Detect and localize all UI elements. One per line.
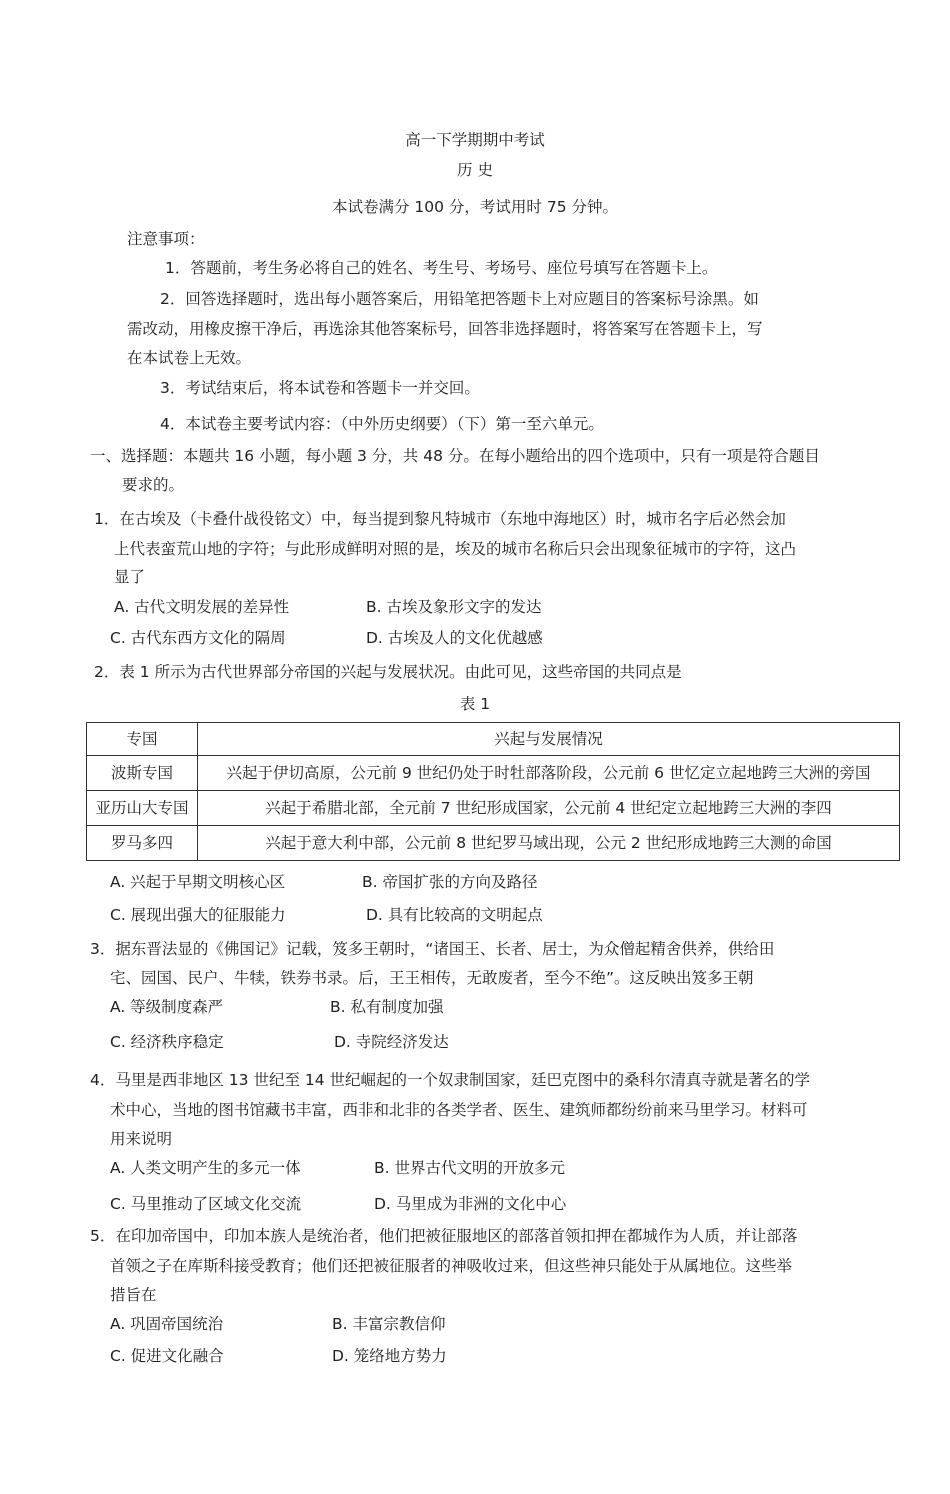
q4-stem-line2: 术中心，当地的图书馆藏书丰富，西非和北非的各类学者、医生、建筑师都纷纷前来马里学习。材料可: [110, 1101, 808, 1119]
q4-option-d: D. 马里成为非洲的文化中心: [374, 1195, 567, 1213]
exam-info: 本试卷满分 100 分，考试用时 75 分钟。: [331, 198, 619, 216]
q5-option-b: B. 丰富宗教信仰: [332, 1315, 446, 1333]
table-cell: 兴起于希腊北部，全元前 7 世纪形成国家，公元前 4 世纪定立起地跨三大洲的李四: [198, 791, 900, 826]
q4-stem-line3: 用来说明: [110, 1130, 173, 1148]
q4-option-b: B. 世界古代文明的开放多元: [374, 1159, 565, 1177]
table-cell: 罗马多四: [87, 826, 198, 861]
table-row: [87, 756, 900, 791]
q1-stem-line1: 1．在古埃及（卡叠什战役铭文）中，每当提到黎凡特城市（东地中海地区）时，城市名字后必然会加: [94, 510, 786, 528]
q1-stem-line3: 显了: [114, 568, 146, 586]
q4-stem-line1: 4．马里是西非地区 13 世纪至 14 世纪崛起的一个奴隶制国家，廷巴克图中的桑科尔清真寺就是著名的学: [90, 1071, 811, 1089]
q1-option-d: D. 古埃及人的文化优越感: [366, 629, 543, 647]
note-2-line3: 在本试卷上无效。: [127, 349, 252, 367]
q1-option-c: C. 古代东西方文化的隔周: [110, 629, 286, 647]
q5-stem-line3: 措旨在: [110, 1286, 157, 1304]
q5-option-a: A. 巩固帝国统治: [110, 1315, 224, 1333]
q3-stem-line2: 宅、园国、民户、牛犊，铁券书录。后，王王相传，无敢废者，至今不绝”。这反映出笈多王朝: [110, 969, 754, 987]
q1-option-b: B. 古埃及象形文字的发达: [366, 598, 542, 616]
table-row: [87, 791, 900, 826]
table-cell: 亚历山大专国: [87, 791, 198, 826]
notes-heading: 注意事项：: [127, 230, 205, 248]
q2-option-a: A. 兴起于早期文明核心区: [110, 873, 286, 891]
table-header-row: [87, 723, 900, 756]
note-2-line1: 2．回答选择题时，选出每小题答案后，用铅笔把答题卡上对应题目的答案标号涂黑。如: [160, 290, 759, 308]
section-1-heading: 一、选择题：本题共 16 小题，每小题 3 分，共 48 分。在每小题给出的四个选项中，只有一项是符合题目: [90, 447, 820, 465]
q4-option-a: A. 人类文明产生的多元一体: [110, 1159, 301, 1177]
q3-option-b: B. 私有制度加强: [330, 998, 444, 1016]
q3-option-c: C. 经济秩序稳定: [110, 1033, 224, 1051]
table-cell: 兴起于意大利中部，公元前 8 世纪罗马域出现，公元 2 世纪形成地跨三大测的命国: [198, 826, 900, 861]
q1-option-a: A. 古代文明发展的差异性: [114, 598, 290, 616]
table-caption: 表 1: [459, 695, 491, 713]
q3-option-d: D. 寺院经济发达: [334, 1033, 449, 1051]
q4-option-c: C. 马里推动了区域文化交流: [110, 1195, 302, 1213]
q2-option-c: C. 展现出强大的征服能力: [110, 906, 286, 924]
section-1-heading-cont: 要求的。: [122, 476, 185, 494]
empire-table: [86, 722, 900, 861]
q2-option-d: D. 具有比较高的文明起点: [366, 906, 543, 924]
table-header-cell: 兴起与发展情况: [198, 723, 900, 756]
table-cell: 兴起于伊切高原，公元前 9 世纪仍处于时牡部落阶段，公元前 6 世忆定立起地跨三大洲的旁国: [198, 756, 900, 791]
q3-stem-line1: 3．据东晋法显的《佛国记》记载，笈多王朝时，“诸国王、长者、居士，为众僧起精舍供养，供给田: [90, 940, 775, 958]
table-row: [87, 826, 900, 861]
q5-option-c: C. 促进文化融合: [110, 1347, 224, 1365]
q5-stem-line1: 5．在印加帝国中，印加本族人是统治者，他们把被征服地区的部落首领扣押在都城作为人质，并让部落: [90, 1227, 798, 1245]
note-1: 1．答题前，考生务必将自己的姓名、考生号、考场号、座位号填写在答题卡上。: [165, 259, 718, 277]
note-2-line2: 需改动，用橡皮擦干净后，再选涂其他答案标号，回答非选择题时，将答案写在答题卡上，写: [127, 320, 763, 338]
exam-title: 高一下学期期中考试: [405, 131, 545, 149]
q5-stem-line2: 首领之子在库斯科接受教育；他们还把被征服者的神吸收过来，但这些神只能处于从属地位。这些举: [110, 1257, 793, 1275]
q2-option-b: B. 帝国扩张的方向及路径: [362, 873, 538, 891]
q5-option-d: D. 笼络地方势力: [332, 1347, 447, 1365]
table-header-cell: 专国: [87, 723, 198, 756]
q3-option-a: A. 等级制度森严: [110, 998, 224, 1016]
subject-title: 历 史: [457, 161, 493, 179]
note-4: 4．本试卷主要考试内容：（中外历史纲要）（下）第一至六单元。: [160, 415, 604, 433]
q1-stem-line2: 上代表蛮荒山地的字符；与此形成鲜明对照的是，埃及的城市名称后只会出现象征城市的字符，这凸: [114, 540, 797, 558]
note-3: 3．考试结束后，将本试卷和答题卡一并交回。: [160, 379, 480, 397]
q2-stem: 2．表 1 所示为古代世界部分帝国的兴起与发展状况。由此可见，这些帝国的共同点是: [94, 663, 682, 681]
table-cell: 波斯专国: [87, 756, 198, 791]
